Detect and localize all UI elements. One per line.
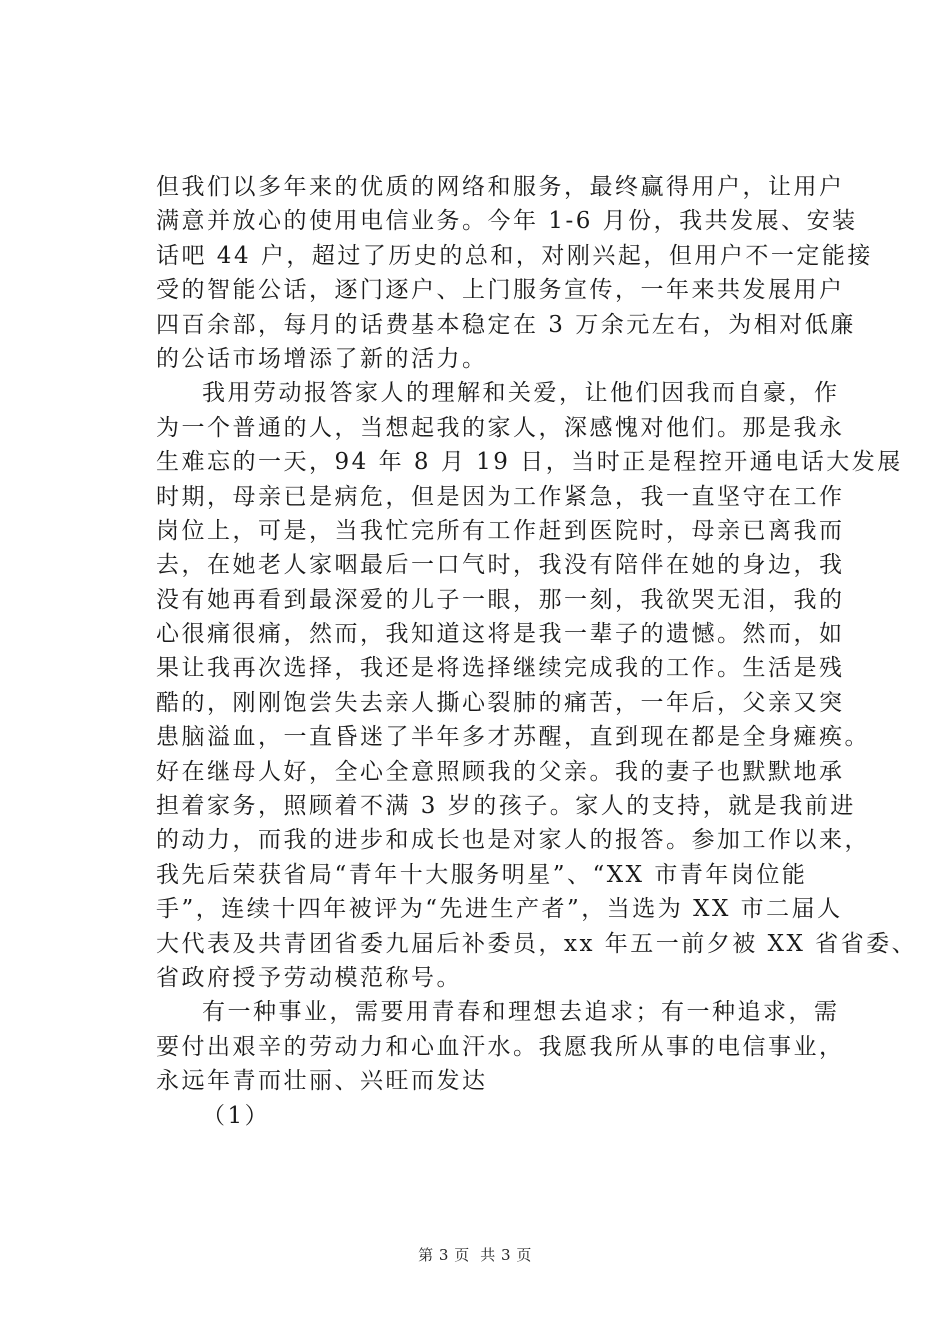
paragraph-start-line: 有一种事业，需要用青春和理想去追求；有一种追求，需 [202,999,840,1026]
text-line: 受的智能公话，逐门逐户、上门服务宣传，一年来共发展用户 [156,277,845,304]
text-line: 酷的，刚刚饱尝失去亲人撕心裂肺的痛苦，一年后，父亲又突 [156,689,845,716]
text-line: 时期，母亲已是病危，但是因为工作紧急，我一直坚守在工作 [156,483,845,510]
text-line: 四百余部，每月的话费基本稳定在 3 万余元左右，为相对低廉 [156,311,856,338]
text-line: 担着家务，照顾着不满 3 岁的孩子。家人的支持，就是我前进 [156,793,856,820]
text-line: 但我们以多年来的优质的网络和服务，最终赢得用户，让用户 [156,174,845,200]
text-line: 果让我再次选择，我还是将选择继续完成我的工作。生活是残 [156,655,845,682]
text-line: 去，在她老人家咽最后一口气时，我没有陪伴在她的身边，我 [156,552,845,579]
text-line: 满意并放心的使用电信业务。今年 1-6 月份，我共发展、安装 [156,208,858,235]
text-line: 省政府授予劳动模范称号。 [156,964,462,991]
text-line: 患脑溢血，一直昏迷了半年多才苏醒，直到现在都是全身瘫痪。 [156,724,870,751]
section-marker: （1） [202,1102,271,1129]
text-line: 心很痛很痛，然而，我知道这将是我一辈子的遗憾。然而，如 [156,621,845,648]
text-line: 话吧 44 户，超过了历史的总和，对刚兴起，但用户不一定能接 [156,242,873,269]
text-line: 要付出艰辛的劳动力和心血汗水。我愿我所从事的电信事业， [156,1033,845,1060]
text-line: 我先后荣获省局“青年十大服务明星”、“XX 市青年岗位能 [156,861,808,888]
text-line: 岗位上，可是，当我忙完所有工作赶到医院时，母亲已离我而 [156,517,845,544]
text-line: 的公话市场增添了新的活力。 [156,345,488,372]
document-body [156,170,918,1133]
text-line: 生难忘的一天，94 年 8 月 19 日，当时正是程控开通电话大发展 [156,449,903,476]
text-line: 没有她再看到最深爱的儿子一眼，那一刻，我欲哭无泪，我的 [156,586,845,613]
text-line: 永远年青而壮丽、兴旺而发达 [156,1068,488,1095]
text-line: 好在继母人好，全心全意照顾我的父亲。我的妻子也默默地承 [156,758,845,785]
text-line: 为一个普通的人，当想起我的家人，深感愧对他们。那是我永 [156,414,845,441]
text-line: 手”，连续十四年被评为“先进生产者”，当选为 XX 市二届人 [156,896,843,923]
text-line: 的动力，而我的进步和成长也是对家人的报答。参加工作以来， [156,827,870,854]
text-line: 大代表及共青团省委九届后补委员，xx 年五一前夕被 XX 省省委、 [156,930,918,957]
page-footer: 第 3 页 共 3 页 [418,1246,532,1264]
paragraph-start-line: 我用劳动报答家人的理解和关爱，让他们因我而自豪，作 [202,380,840,407]
